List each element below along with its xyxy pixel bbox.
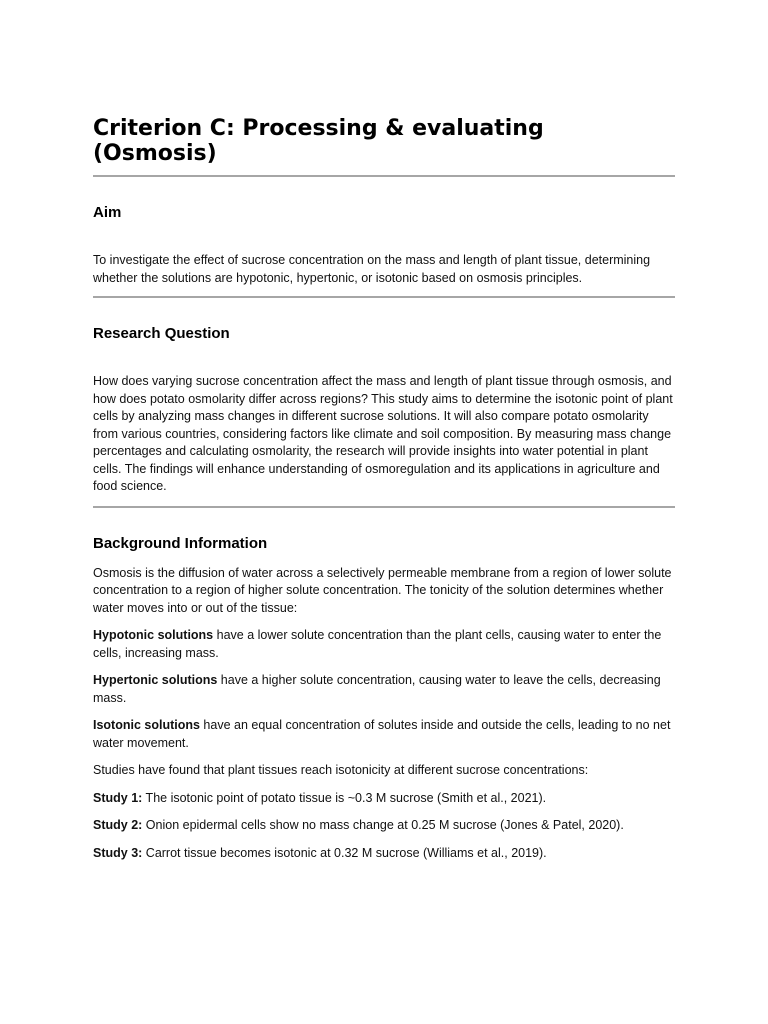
hypertonic-paragraph: [93, 672, 675, 707]
aim-heading: Aim: [93, 204, 122, 221]
study-1-text: The isotonic point of potato tissue is ~0.3 M sucrose (Smith et al., 2021).: [142, 790, 547, 805]
study-3-text: Carrot tissue becomes isotonic at 0.32 M sucrose (Williams et al., 2019).: [142, 845, 547, 860]
hypotonic-term: Hypotonic solutions: [93, 628, 214, 642]
aim-divider: [93, 296, 675, 298]
study-2-text: Onion epidermal cells show no mass change at 0.25 M sucrose (Jones & Patel, 2020).: [142, 818, 624, 832]
isotonic-paragraph: [93, 717, 675, 752]
isotonic-text: have an equal concentration of solutes inside and outside the cells, leading to no net water movement.: [93, 718, 671, 750]
study-2: [93, 817, 675, 835]
research-question-divider: [93, 506, 675, 508]
hypertonic-term: Hypertonic solutions: [93, 673, 218, 687]
hypertonic-text: have a higher solute concentration, causing water to leave the cells, decreasing mass.: [93, 673, 661, 705]
title-divider: [93, 175, 675, 177]
research-question-heading: Research Question: [93, 325, 230, 342]
study-1: [93, 790, 675, 808]
page-title: Criterion C: Processing & evaluating (Osmosis): [93, 116, 544, 166]
background-heading: Background Information: [93, 534, 268, 552]
studies-intro: Studies have found that plant tissues reach isotonicity at different sucrose concentrations:: [93, 763, 589, 777]
hypotonic-text: have a lower solute concentration than the plant cells, causing water to enter the cells, increasing mass.: [93, 628, 662, 660]
research-question-text: How does varying sucrose concentration affect the mass and length of plant tissue through osmosis, and how does potato osmolarity differ across regions? This study aims to determine the isotonic point of plant cells by analyzing mass changes in different sucrose solutions. It will also compare potato osmolarity from various countries, considering factors like climate and soil composition. By measuring mass change percentages and calculating osmolarity, the research will provide insights into water potential in plant cells. The findings will enhance understanding of osmoregulation and its applications in agriculture and food science.: [93, 374, 673, 493]
study-3-label: Study 3:: [93, 845, 143, 860]
aim-text: To investigate the effect of sucrose concentration on the mass and length of plant tissue, determining whether the solutions are hypotonic, hypertonic, or isotonic based on osmosis principles.: [93, 253, 651, 285]
hypotonic-paragraph: [93, 627, 675, 662]
document-content: [93, 116, 675, 862]
study-1-label: Study 1:: [93, 790, 143, 805]
study-3: [93, 845, 675, 863]
study-2-label: Study 2:: [93, 818, 143, 832]
background-intro: Osmosis is the diffusion of water across a selectively permeable membrane from a region of lower solute concentration to a region of higher solute concentration. The tonicity of the solution determines whether water moves into or out of the tissue:: [93, 565, 672, 615]
isotonic-term: Isotonic solutions: [93, 718, 200, 732]
